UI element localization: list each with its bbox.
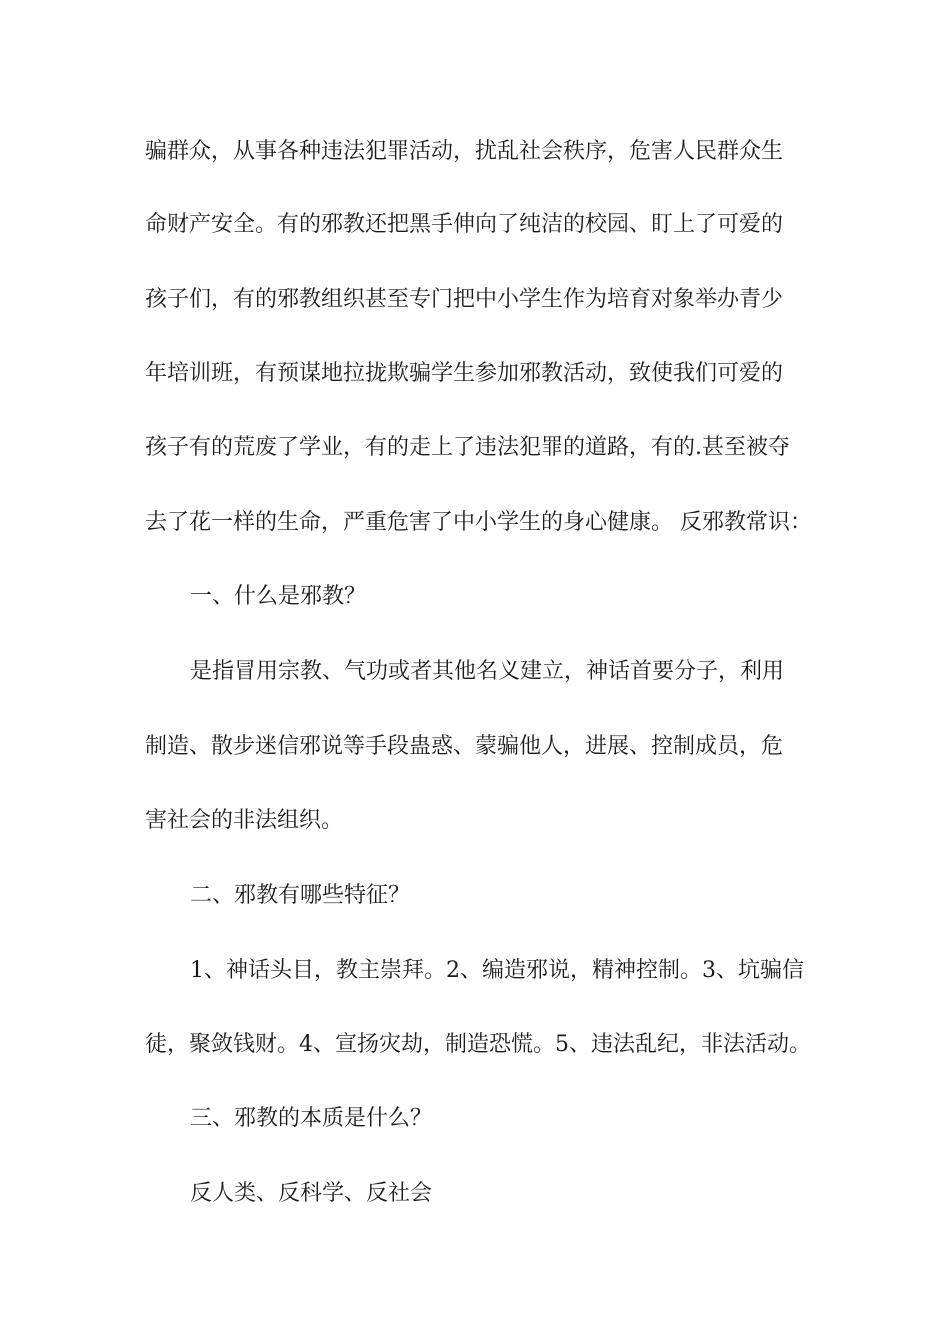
paragraph-line: 去了花一样的生命，严重危害了中小学生的身心健康。 反邪教常识： bbox=[145, 510, 812, 535]
paragraph-line: 年培训班，有预谋地拉拢欺骗学生参加邪教活动，致使我们可爱的 bbox=[145, 361, 784, 386]
paragraph-line: 反人类、反科学、反社会 bbox=[190, 1181, 433, 1206]
paragraph-line: 孩子有的荒废了学业，有的走上了违法犯罪的道路，有的.甚至被夺 bbox=[145, 435, 790, 460]
paragraph-line: 害社会的非法组织。 bbox=[145, 808, 344, 833]
paragraph-line: 骗群众，从事各种违法犯罪活动，扰乱社会秩序，危害人民群众生 bbox=[145, 139, 784, 164]
paragraph-line: 是指冒用宗教、气功或者其他名义建立，神话首要分子，利用 bbox=[190, 659, 785, 684]
paragraph-line: 制造、散步迷信邪说等手段蛊惑、蒙骗他人，进展、控制成员，危 bbox=[145, 734, 784, 759]
section-heading: 二、邪教有哪些特征？ bbox=[190, 883, 411, 908]
paragraph-line: 孩子们，有的邪教组织甚至专门把中小学生作为培育对象举办青少 bbox=[145, 287, 784, 312]
section-heading: 一、什么是邪教？ bbox=[190, 584, 367, 609]
paragraph-line: 徒，聚敛钱财。4、宣扬灾劫，制造恐慌。5、违法乱纪，非法活动。 bbox=[145, 1032, 811, 1057]
paragraph-line: 命财产安全。有的邪教还把黑手伸向了纯洁的校园、盯上了可爱的 bbox=[145, 212, 784, 237]
paragraph-line: 1、神话头目，教主崇拜。2、编造邪说，精神控制。3、坑骗信 bbox=[190, 958, 804, 983]
section-heading: 三、邪教的本质是什么？ bbox=[190, 1106, 433, 1131]
